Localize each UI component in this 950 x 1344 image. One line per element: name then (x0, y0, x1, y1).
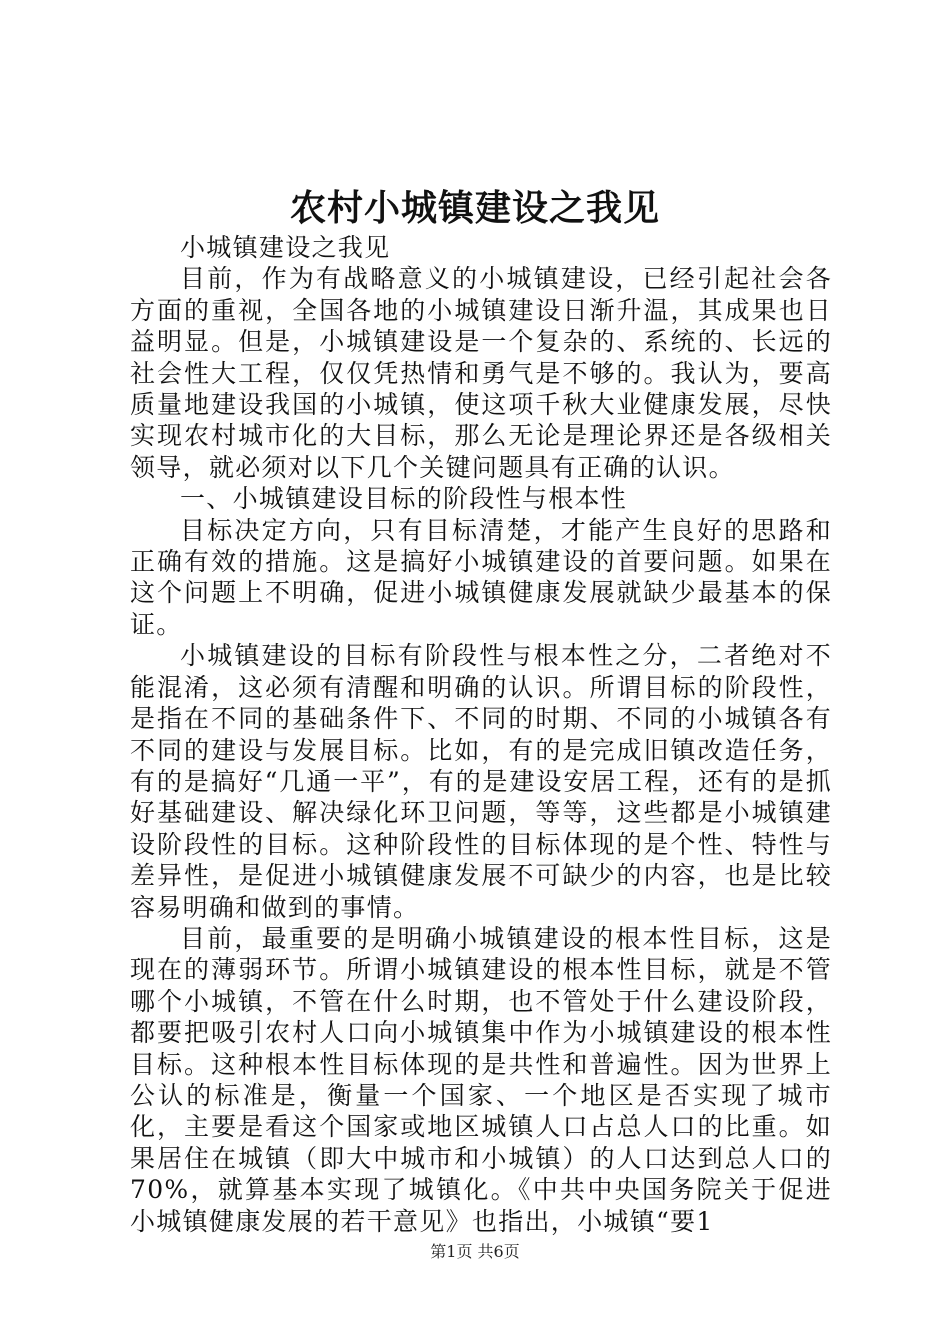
page-number-footer: 第1页 共6页 (430, 1242, 520, 1261)
paragraph-subtitle: 小城镇建设之我见 (180, 233, 391, 262)
document-body (130, 232, 832, 1237)
paragraph: 小城镇建设的目标有阶段性与根本性之分，二者绝对不能混淆，这必须有清醒和明确的认识。所谓目标的阶段性，是指在不同的基础条件下、不同的时期、不同的小城镇各有不同的建设与发展目标。比如，有的是完成旧镇改造任务，有的是搞好“几通一平”，有的是建设安居工程，还有的是抓好基础建设、解决绿化环卫问题，等等，这些都是小城镇建设阶段性的目标。这种阶段性的目标体现的是个性、特性与差异性，是促进小城镇健康发展不可缺少的内容，也是比较容易明确和做到的事情。 (130, 641, 832, 922)
document-title: 农村小城镇建设之我见 (289, 187, 660, 229)
paragraph: 目前，最重要的是明确小城镇建设的根本性目标，这是现在的薄弱环节。所谓小城镇建设的根本性目标，就是不管哪个小城镇，不管在什么时期，也不管处于什么建设阶段，都要把吸引农村人口向小城镇集中作为小城镇建设的根本性目标。这种根本性目标体现的是共性和普遍性。因为世界上公认的标准是，衡量一个国家、一个地区是否实现了城市化，主要是看这个国家或地区城镇人口占总人口的比重。如果居住在城镇（即大中城市和小城镇）的人口达到总人口的70%，就算基本实现了城镇化。《中共中央国务院关于促进小城镇健康发展的若干意见》也指出，小城镇“要1 (130, 923, 832, 1236)
paragraph: 目标决定方向，只有目标清楚，才能产生良好的思路和正确有效的措施。这是搞好小城镇建设的首要问题。如果在这个问题上不明确，促进小城镇健康发展就缺少最基本的保证。 (130, 515, 832, 639)
paragraph-intro: 目前，作为有战略意义的小城镇建设，已经引起社会各方面的重视，全国各地的小城镇建设日渐升温，其成果也日益明显。但是，小城镇建设是一个复杂的、系统的、长远的社会性大工程，仅仅凭热情和勇气是不够的。我认为，要高质量地建设我国的小城镇，使这项千秋大业健康发展，尽快实现农村城市化的大目标，那么无论是理论界还是各级相关领导，就必须对以下几个关键问题具有正确的认识。 (130, 264, 832, 482)
section-heading: 一、小城镇建设目标的阶段性与根本性 (180, 484, 628, 514)
